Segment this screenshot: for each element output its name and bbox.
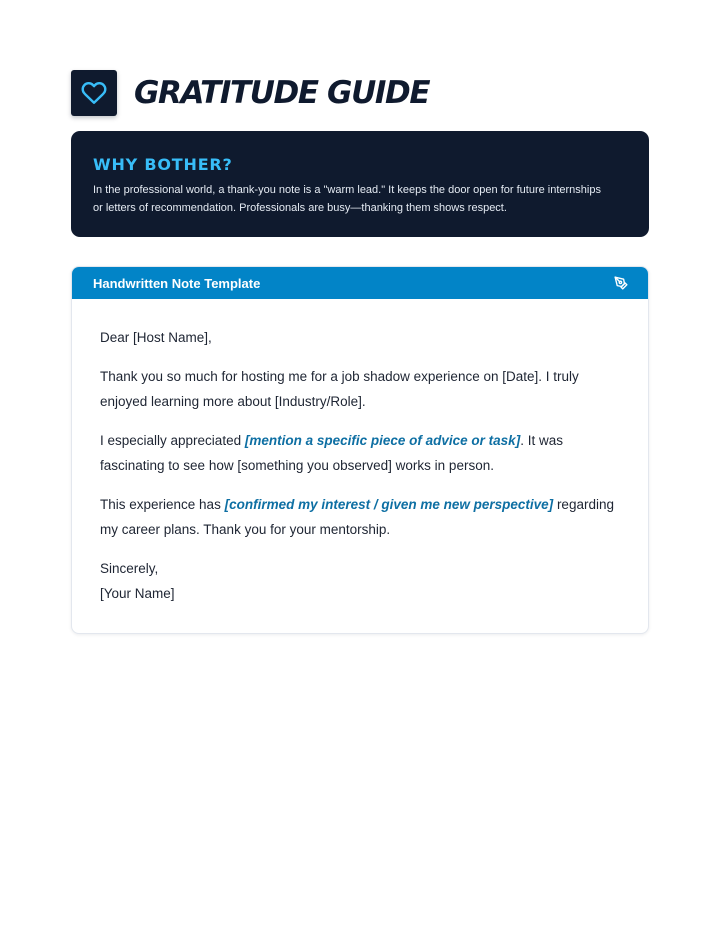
note-text: . It was fascinating to see how [something you observed] works in person. [100, 433, 563, 473]
note-text: This experience has [100, 497, 225, 512]
note-paragraph-1: Thank you so much for hosting me for a job shadow experience on [Date]. I truly enjoyed learning more about [Industry/Role]. [100, 369, 579, 409]
why-bother-banner [71, 131, 649, 237]
note-paragraph-3 [100, 492, 620, 542]
placeholder-perspective: [confirmed my interest / given me new perspective] [224, 497, 554, 512]
banner-body-line-2: or letters of recommendation. Professionals are busy—thanking them shows respect. [93, 202, 507, 214]
placeholder-advice: [mention a specific piece of advice or task] [244, 433, 521, 448]
pen-icon [614, 276, 628, 290]
banner-body-line-1: In the professional world, a thank-you note is a "warm lead." It keeps the door open for future internships [93, 184, 601, 196]
card-title: Handwritten Note Template [93, 275, 261, 291]
note-signature: [Your Name] [100, 586, 175, 601]
note-closing: Sincerely, [100, 561, 159, 576]
note-paragraph-2 [100, 428, 620, 478]
note-body [72, 299, 648, 606]
card-header [72, 267, 648, 299]
page-title: GRATITUDE GUIDE [134, 75, 430, 111]
heart-icon [71, 70, 117, 116]
banner-heading: WHY BOTHER? [93, 155, 233, 174]
page-header [71, 70, 429, 116]
note-greeting: Dear [Host Name], [100, 330, 212, 345]
note-text: I especially appreciated [100, 433, 245, 448]
note-text: regarding my career plans. Thank you for your mentorship. [100, 497, 614, 537]
note-template-card [71, 266, 649, 634]
banner-body [93, 181, 627, 217]
